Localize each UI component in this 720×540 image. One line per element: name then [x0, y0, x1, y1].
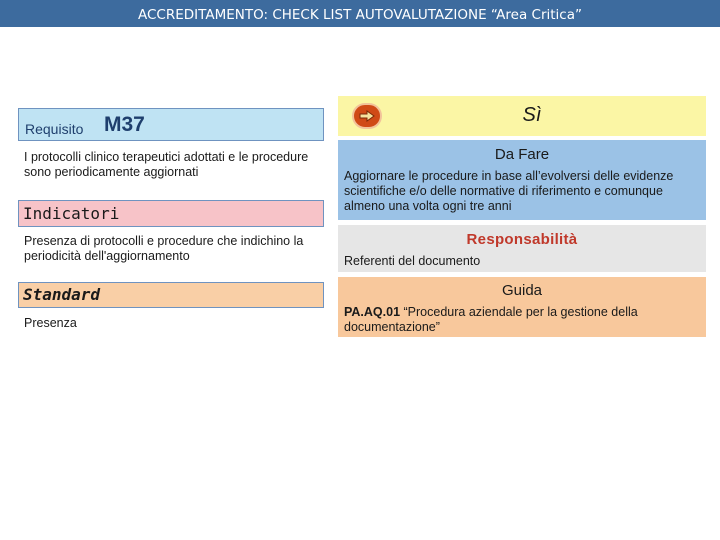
responsabilita-title: Responsabilità — [466, 231, 578, 248]
guida-panel — [338, 277, 706, 337]
page-title-bar — [0, 0, 720, 27]
guida-text-block — [338, 299, 706, 335]
guida-title: Guida — [501, 282, 543, 299]
responsabilita-panel — [338, 225, 706, 272]
standard-label: Standard — [23, 285, 101, 304]
da-fare-panel — [338, 140, 706, 220]
standard-box — [18, 282, 324, 308]
indicatori-box — [18, 200, 324, 227]
requisito-box — [18, 108, 324, 141]
requisito-description: I protocolli clinico terapeutici adottati e le procedure sono periodicamente aggiornati — [24, 150, 309, 179]
guida-text: “Procedura aziendale per la gestione della documentazione” — [344, 305, 638, 334]
responsabilita-text: Referenti del documento — [344, 254, 481, 268]
page-title: ACCREDITAMENTO: CHECK LIST AUTOVALUTAZIONE “Area Critica” — [138, 7, 582, 23]
da-fare-title: Da Fare — [494, 146, 550, 163]
indicatori-label: Indicatori — [23, 204, 120, 223]
answer-box — [338, 96, 706, 136]
standard-text: Presenza — [24, 316, 77, 330]
requisito-label: Requisito — [25, 121, 84, 137]
requisito-code: M37 — [104, 113, 145, 136]
indicatori-text: Presenza di protocolli e procedure che indichino la periodicità dell'aggiornamento — [24, 234, 304, 263]
da-fare-text: Aggiornare le procedure in base all’evolversi delle evidenze scientifiche e/o delle normative di riferimento e comunque almeno una volta ogni tre anni — [344, 169, 674, 213]
guida-code: PA.AQ.01 — [344, 305, 401, 319]
answer-value: Sì — [522, 104, 542, 126]
